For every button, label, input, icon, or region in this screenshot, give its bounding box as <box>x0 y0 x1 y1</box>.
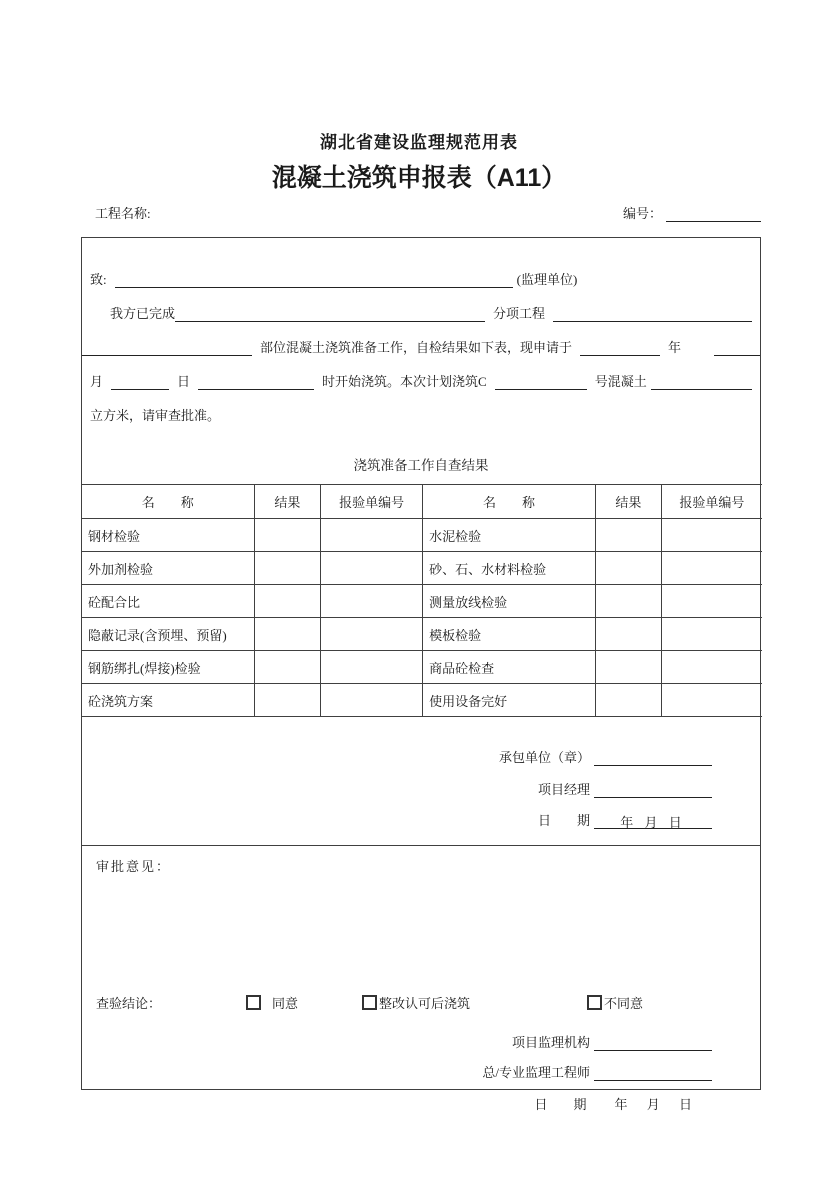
item-label: 水泥检验 <box>423 519 596 552</box>
contractor-signature-block <box>82 717 760 845</box>
month-blank-lead <box>714 341 760 356</box>
project-manager-blank <box>594 783 712 798</box>
volume-blank <box>651 375 752 390</box>
table-row <box>82 519 762 552</box>
to-label: 致: <box>90 272 107 287</box>
table-header-row <box>82 485 762 519</box>
report-no-cell[interactable] <box>321 519 423 552</box>
contractor-date-blank: 年 月 日 <box>594 812 712 829</box>
item-label: 外加剂检验 <box>82 552 254 585</box>
apply-year-blank <box>580 341 660 356</box>
result-cell[interactable] <box>595 552 661 585</box>
item-label: 砼浇筑方案 <box>82 684 254 717</box>
header-name-right: 名 称 <box>423 485 596 519</box>
result-cell[interactable] <box>254 618 321 651</box>
approval-opinion-label: 审批意见： <box>96 859 172 874</box>
completed-prefix: 我方已完成 <box>110 306 176 321</box>
header-result-left: 结果 <box>254 485 321 519</box>
item-label: 砂、石、水材料检验 <box>423 552 596 585</box>
part-text: 部位混凝土浇筑准备工作，自检结果如下表，现申请于 <box>260 340 573 355</box>
result-cell[interactable] <box>254 585 321 618</box>
result-cell[interactable] <box>254 684 321 717</box>
checkbox-agree[interactable] <box>246 995 261 1010</box>
conclusion-row <box>96 993 752 1012</box>
conclusion-label: 查验结论： <box>96 996 162 1011</box>
result-cell[interactable] <box>254 651 321 684</box>
option-rework-label: 整改认可后浇筑 <box>379 996 471 1011</box>
header-name-left: 名 称 <box>82 485 254 519</box>
grade-suffix: 号混凝土 <box>594 374 647 389</box>
supervision-org-label: 项目监理机构 <box>511 1035 590 1050</box>
result-cell[interactable] <box>595 519 661 552</box>
year-label: 年 <box>668 340 682 355</box>
form-body <box>81 237 761 1112</box>
report-no-cell[interactable] <box>321 618 423 651</box>
option-disagree-label: 不同意 <box>604 996 644 1011</box>
table-row <box>82 651 762 684</box>
supervisor-unit-suffix: (监理单位) <box>516 272 578 287</box>
selfcheck-title: 浇筑准备工作自查结果 <box>353 458 489 473</box>
time-text: 时开始浇筑。本次计划浇筑C <box>322 374 487 389</box>
form-series-title: 湖北省建设监理规范用表 <box>320 133 518 152</box>
project-name-label: 工程名称: <box>95 206 151 221</box>
report-no-cell[interactable] <box>661 651 762 684</box>
supervision-engineer-blank <box>594 1066 712 1081</box>
item-label: 使用设备完好 <box>423 684 596 717</box>
result-cell[interactable] <box>595 585 661 618</box>
contractor-unit-blank <box>594 751 712 766</box>
item-label: 砼配合比 <box>82 585 254 618</box>
supervision-org-blank <box>594 1036 712 1051</box>
checkbox-rework-then-pour[interactable] <box>362 995 377 1010</box>
item-label: 隐蔽记录(含预埋、预留) <box>82 618 254 651</box>
report-no-cell[interactable] <box>661 585 762 618</box>
project-manager-label: 项目经理 <box>537 782 590 797</box>
header-report-no-left: 报验单编号 <box>321 485 423 519</box>
report-no-cell[interactable] <box>661 519 762 552</box>
header-report-no-right: 报验单编号 <box>661 485 762 519</box>
report-no-cell[interactable] <box>321 585 423 618</box>
result-cell[interactable] <box>595 684 661 717</box>
header-result-right: 结果 <box>595 485 661 519</box>
item-label: 模板检验 <box>423 618 596 651</box>
supervisor-name-blank <box>115 273 513 288</box>
approval-section <box>82 845 760 1120</box>
item-label: 测量放线检验 <box>423 585 596 618</box>
form-title: 混凝土浇筑申报表（A11） <box>271 164 567 192</box>
result-cell[interactable] <box>254 519 321 552</box>
report-no-cell[interactable] <box>661 618 762 651</box>
table-row <box>82 618 762 651</box>
report-no-cell[interactable] <box>321 684 423 717</box>
report-no-cell[interactable] <box>321 552 423 585</box>
approval-date-words: 年 月 日 <box>614 1097 700 1112</box>
item-label: 商品砼检查 <box>423 651 596 684</box>
completed-work-blank <box>175 307 485 322</box>
table-row <box>82 585 762 618</box>
contractor-date-label: 日 期 <box>537 813 590 828</box>
number-label: 编号： <box>622 206 662 221</box>
day-blank <box>111 375 169 390</box>
volume-text: 立方米，请审查批准。 <box>90 408 221 423</box>
part-blank <box>82 341 252 356</box>
table-row <box>82 684 762 717</box>
month-label: 月 <box>90 374 104 389</box>
contractor-unit-label: 承包单位（章） <box>498 750 590 765</box>
meta-row <box>81 203 761 222</box>
approval-date-label: 日 期 <box>534 1097 587 1112</box>
selfcheck-table <box>82 484 762 717</box>
application-statement <box>82 238 760 454</box>
result-cell[interactable] <box>595 618 661 651</box>
table-row <box>82 552 762 585</box>
report-no-cell[interactable] <box>321 651 423 684</box>
report-no-cell[interactable] <box>661 552 762 585</box>
subproject-label: 分项工程 <box>493 306 546 321</box>
day-label: 日 <box>177 374 191 389</box>
option-agree-label: 同意 <box>272 996 299 1011</box>
time-blank <box>198 375 314 390</box>
subproject-blank <box>553 307 752 322</box>
grade-blank <box>495 375 587 390</box>
checkbox-disagree[interactable] <box>587 995 602 1010</box>
supervision-engineer-label: 总/专业监理工程师 <box>482 1065 590 1080</box>
item-label: 钢材检验 <box>82 519 254 552</box>
number-blank <box>666 207 761 222</box>
item-label: 钢筋绑扎(焊接)检验 <box>82 651 254 684</box>
report-no-cell[interactable] <box>661 684 762 717</box>
result-cell[interactable] <box>595 651 661 684</box>
result-cell[interactable] <box>254 552 321 585</box>
